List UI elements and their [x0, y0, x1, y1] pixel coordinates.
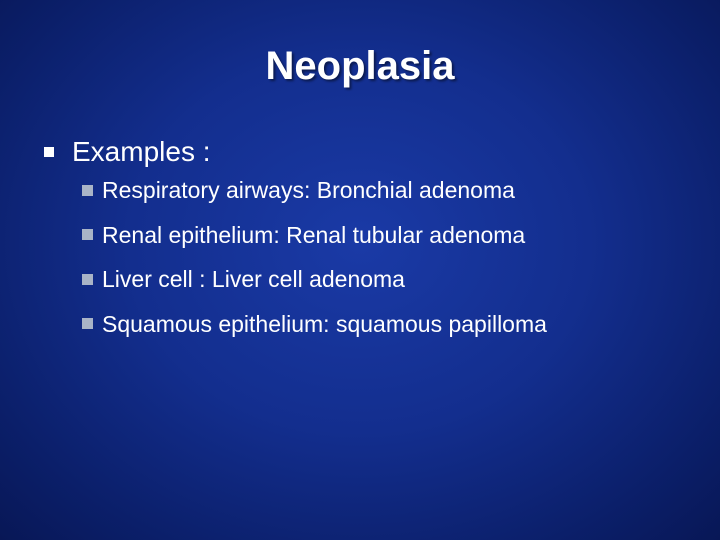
square-bullet-icon: [44, 147, 54, 157]
square-bullet-icon: [82, 185, 93, 196]
sub-bullet-text: Renal epithelium: Renal tubular adenoma: [102, 221, 526, 248]
square-bullet-icon: [82, 318, 93, 329]
main-bullet-text: Examples :: [72, 136, 211, 167]
slide-title: Neoplasia: [265, 44, 455, 88]
sub-bullet-item: [82, 309, 547, 339]
square-bullet-icon: [82, 274, 93, 285]
sub-bullet-text: Liver cell : Liver cell adenoma: [102, 266, 405, 292]
sub-bullet-text: Squamous epithelium: squamous papilloma: [102, 310, 547, 337]
sub-bullet-item: [82, 264, 547, 294]
main-bullet-item: [44, 135, 211, 169]
sub-bullet-item: [82, 175, 547, 205]
sub-bullet-item: [82, 220, 547, 250]
sub-bullet-list: [82, 175, 547, 353]
square-bullet-icon: [82, 229, 93, 240]
sub-bullet-text: Respiratory airways: Bronchial adenoma: [102, 177, 515, 203]
